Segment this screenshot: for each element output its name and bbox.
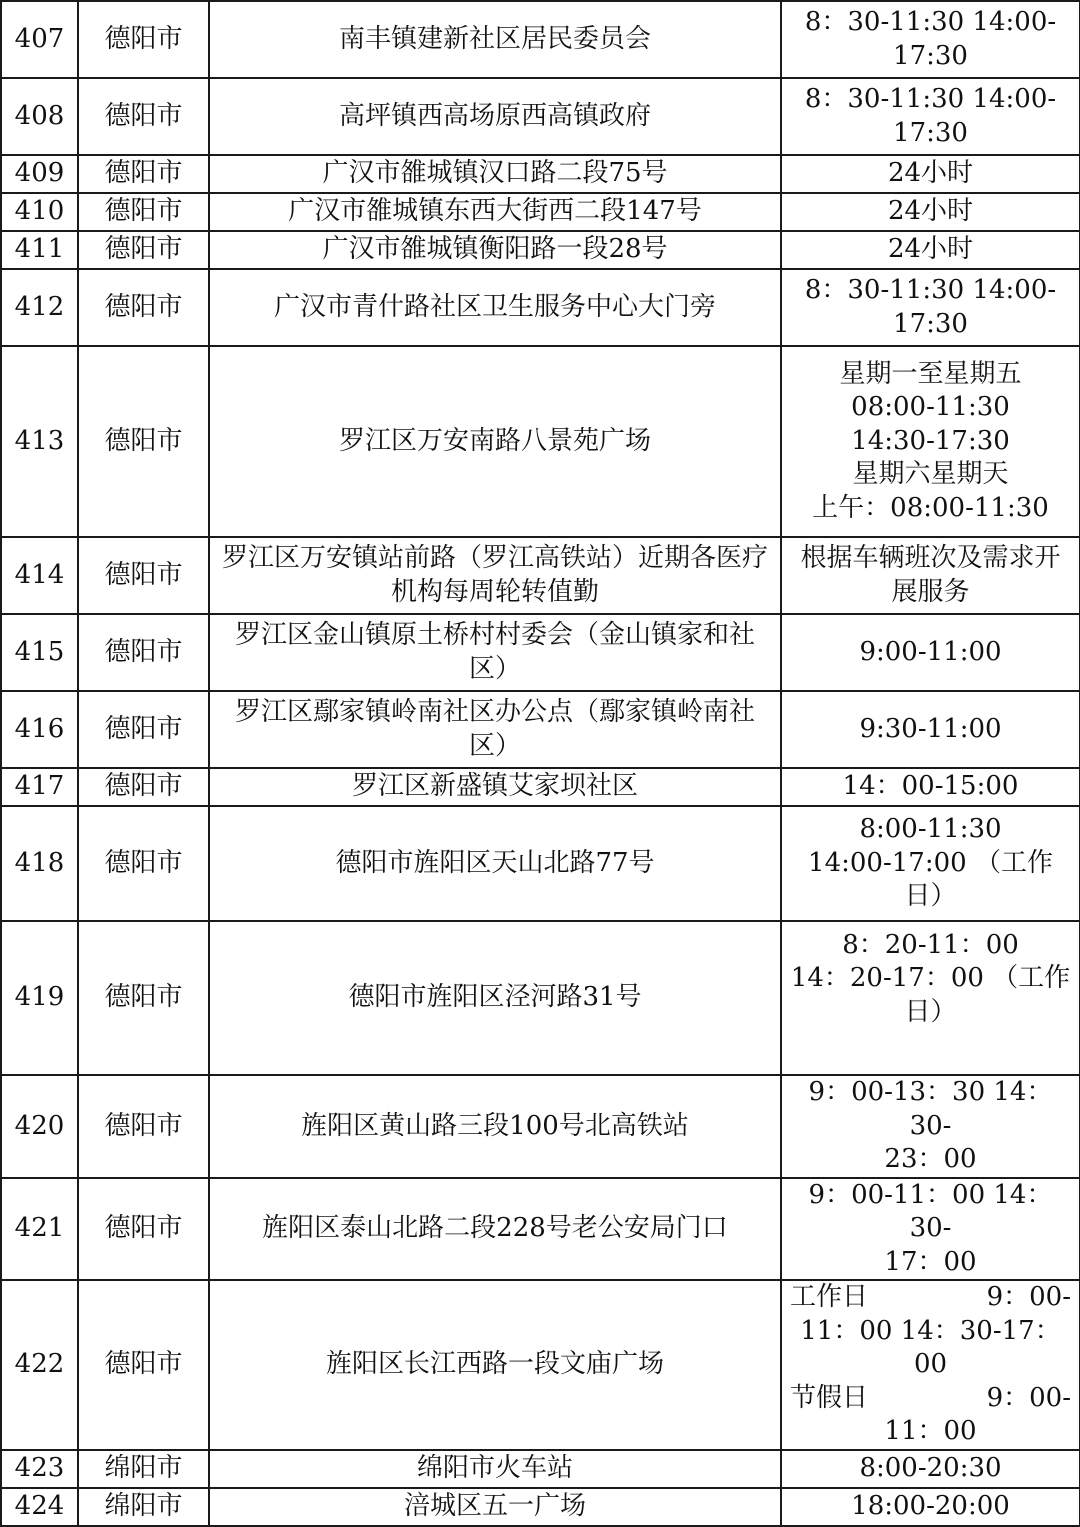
hours-cell (781, 537, 1080, 614)
city-cell: 德阳市 (78, 806, 209, 921)
row-number: 407 (1, 1, 78, 78)
hours-value: 9：00- (986, 1282, 1071, 1312)
hours-line: 8：20-11：00 (842, 929, 1019, 960)
city-cell: 德阳市 (78, 1178, 209, 1281)
hours-line: 14：00-15:00 (842, 771, 1019, 802)
row-number: 421 (1, 1178, 78, 1281)
row-number: 420 (1, 1075, 78, 1178)
row-number: 416 (1, 691, 78, 768)
hours-line: 9：00-13：30 14：30- (808, 1077, 1053, 1141)
row-number: 414 (1, 537, 78, 614)
address-cell: 涪城区五一广场 (209, 1488, 781, 1526)
city-cell: 德阳市 (78, 691, 209, 768)
hours-line: 8：30-11:30 14:00- (804, 7, 1057, 37)
table-row (1, 768, 1080, 806)
hours-line: 日） (904, 996, 957, 1027)
hours-cell (781, 155, 1080, 193)
hours-cell (781, 269, 1080, 346)
hours-line: 11：00 14：30-17：00 (800, 1315, 1061, 1379)
row-number: 415 (1, 614, 78, 691)
city-cell: 德阳市 (78, 537, 209, 614)
city-cell: 德阳市 (78, 155, 209, 193)
hours-line: 星期六星期天 (852, 459, 1009, 490)
hours-cell (781, 231, 1080, 269)
table-row (1, 806, 1080, 921)
hours-cell (781, 921, 1080, 1075)
row-number: 423 (1, 1450, 78, 1488)
hours-line: 17：00 (884, 1246, 977, 1277)
hours-line: 11：00 (884, 1416, 977, 1446)
hours-cell (781, 806, 1080, 921)
address-cell: 德阳市旌阳区天山北路77号 (209, 806, 781, 921)
table-row (1, 78, 1080, 155)
address-cell: 南丰镇建新社区居民委员会 (209, 1, 781, 78)
table-row (1, 1450, 1080, 1488)
row-number: 418 (1, 806, 78, 921)
table-row (1, 921, 1080, 1075)
city-cell: 德阳市 (78, 1280, 209, 1450)
row-number: 412 (1, 269, 78, 346)
hours-line: 8：30-11:30 14:00- (804, 275, 1057, 305)
address-cell: 罗江区新盛镇艾家坝社区 (209, 768, 781, 806)
table-row (1, 231, 1080, 269)
hours-line (790, 1281, 1071, 1315)
city-cell: 绵阳市 (78, 1450, 209, 1488)
hours-line: 24小时 (887, 158, 974, 189)
hours-line (790, 1382, 1071, 1416)
hours-line: 08:00-11:30 (851, 392, 1010, 423)
city-cell: 德阳市 (78, 768, 209, 806)
hours-line: 8:00-20:30 (859, 1452, 1002, 1483)
row-number: 413 (1, 346, 78, 537)
hours-line: 8:00-11:30 (859, 814, 1002, 845)
address-cell: 罗江区万安南路八景苑广场 (209, 346, 781, 537)
hours-line: 17:30 (893, 117, 968, 148)
row-number: 411 (1, 231, 78, 269)
city-cell: 德阳市 (78, 1, 209, 78)
table-row (1, 1280, 1080, 1450)
hours-line: 14:00-17:00 （工作 (808, 847, 1053, 878)
table-row (1, 1, 1080, 78)
hours-line: 9：00-11：00 14：30- (808, 1179, 1053, 1243)
row-number: 424 (1, 1488, 78, 1526)
city-cell: 德阳市 (78, 614, 209, 691)
table-row (1, 1075, 1080, 1178)
hours-cell (781, 78, 1080, 155)
city-cell: 德阳市 (78, 231, 209, 269)
address-cell: 旌阳区长江西路一段文庙广场 (209, 1280, 781, 1450)
hours-cell (781, 346, 1080, 537)
city-cell: 绵阳市 (78, 1488, 209, 1526)
hours-line: 上午：08:00-11:30 (812, 492, 1049, 523)
city-cell: 德阳市 (78, 1075, 209, 1178)
table-row (1, 1488, 1080, 1526)
city-cell: 德阳市 (78, 921, 209, 1075)
address-cell: 罗江区鄢家镇岭南社区办公点（鄢家镇岭南社区） (209, 691, 781, 768)
hours-cell (781, 1178, 1080, 1281)
hours-label: 节假日 (790, 1382, 869, 1413)
address-cell: 旌阳区泰山北路二段228号老公安局门口 (209, 1178, 781, 1281)
table-row (1, 537, 1080, 614)
hours-line: 14：20-17：00 （工作 (790, 963, 1071, 994)
address-cell: 广汉市雒城镇汉口路二段75号 (209, 155, 781, 193)
address-cell: 广汉市青什路社区卫生服务中心大门旁 (209, 269, 781, 346)
address-cell: 绵阳市火车站 (209, 1450, 781, 1488)
hours-line: 14:30-17:30 (851, 425, 1010, 456)
address-cell: 广汉市雒城镇东西大街西二段147号 (209, 193, 781, 231)
hours-line: 9:30-11:00 (859, 713, 1002, 744)
hours-line: 星期一至星期五 (839, 358, 1022, 389)
city-cell: 德阳市 (78, 346, 209, 537)
table-row (1, 346, 1080, 537)
hours-label: 工作日 (790, 1282, 869, 1312)
hours-cell (781, 691, 1080, 768)
row-number: 422 (1, 1280, 78, 1450)
hours-value: 9：00- (986, 1382, 1071, 1413)
hours-line: 日） (904, 881, 957, 912)
hours-line: 24小时 (887, 196, 974, 227)
row-number: 409 (1, 155, 78, 193)
hours-line: 9:00-11:00 (859, 636, 1002, 667)
hours-line: 展服务 (891, 576, 970, 607)
hours-cell (781, 614, 1080, 691)
table-row (1, 269, 1080, 346)
table-row (1, 193, 1080, 231)
hours-line: 17:30 (893, 40, 968, 71)
address-cell: 罗江区万安镇站前路（罗江高铁站）近期各医疗机构每周轮转值勤 (209, 537, 781, 614)
row-number: 408 (1, 78, 78, 155)
hours-line: 18:00-20:00 (851, 1490, 1010, 1521)
hours-cell (781, 1450, 1080, 1488)
hours-cell (781, 1, 1080, 78)
hours-line: 17:30 (893, 308, 968, 339)
address-cell: 广汉市雒城镇衡阳路一段28号 (209, 231, 781, 269)
hours-cell (781, 1075, 1080, 1178)
address-cell: 旌阳区黄山路三段100号北高铁站 (209, 1075, 781, 1178)
city-cell: 德阳市 (78, 193, 209, 231)
table-row (1, 614, 1080, 691)
city-cell: 德阳市 (78, 78, 209, 155)
hours-line: 根据车辆班次及需求开 (800, 543, 1061, 573)
hours-line: 23：00 (884, 1144, 977, 1174)
row-number: 417 (1, 768, 78, 806)
hours-cell (781, 1280, 1080, 1450)
address-cell: 罗江区金山镇原土桥村村委会（金山镇家和社区） (209, 614, 781, 691)
table-row (1, 155, 1080, 193)
table-row (1, 1178, 1080, 1281)
hours-line: 24小时 (887, 234, 974, 265)
hours-line: 8：30-11:30 14:00- (804, 84, 1057, 114)
city-cell: 德阳市 (78, 269, 209, 346)
row-number: 410 (1, 193, 78, 231)
address-cell: 高坪镇西高场原西高镇政府 (209, 78, 781, 155)
table-row (1, 691, 1080, 768)
hours-cell (781, 768, 1080, 806)
address-cell: 德阳市旌阳区泾河路31号 (209, 921, 781, 1075)
hours-cell (781, 1488, 1080, 1526)
hours-cell (781, 193, 1080, 231)
row-number: 419 (1, 921, 78, 1075)
